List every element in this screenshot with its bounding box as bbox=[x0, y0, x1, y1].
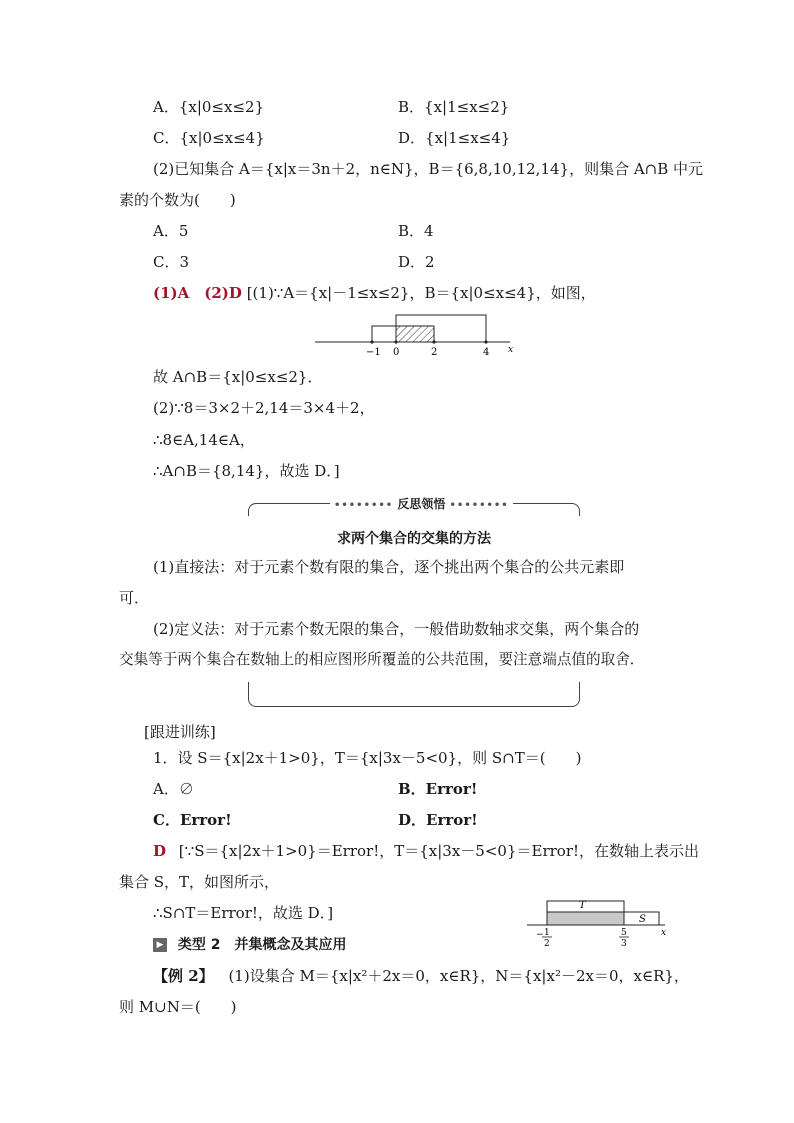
dots-decoration: •••••••• bbox=[334, 500, 394, 511]
label-s: S bbox=[639, 914, 646, 925]
example-2-line-1 bbox=[153, 966, 689, 986]
tick-label: −1 bbox=[366, 347, 381, 358]
intersection-hatch bbox=[396, 326, 434, 342]
option-b: B．{x|1≤x≤2} bbox=[398, 98, 510, 116]
option-d: D．{x|1≤x≤4} bbox=[398, 129, 511, 147]
label-t: T bbox=[579, 900, 586, 911]
practice-answer-line-3: ∴S∩T＝Error!，故选 D．] bbox=[153, 904, 334, 922]
answer-text: [(1)∵A＝{x|－1≤x≤2}，B＝{x|0≤x≤4}，如图， bbox=[246, 284, 596, 302]
practice-answer-line-1 bbox=[153, 841, 699, 861]
reflection-p1-line-1: (1)直接法：对于元素个数有限的集合，逐个挑出两个集合的公共元素即 bbox=[153, 558, 625, 576]
q2-option-d: D．2 bbox=[398, 253, 435, 271]
reflection-p2-line-1: (2)定义法：对于元素个数无限的集合，一般借助数轴求交集，两个集合的 bbox=[153, 620, 640, 638]
axis-label: x bbox=[508, 345, 514, 355]
q2-option-b: B．4 bbox=[398, 222, 434, 240]
type-2-heading bbox=[153, 935, 347, 955]
tick-sign: − bbox=[536, 930, 544, 940]
number-line-figure-1 bbox=[310, 310, 530, 360]
play-icon: ▶ bbox=[153, 938, 167, 952]
answer-line-3: (2)∵8＝3×2＋2,14＝3×4＋2， bbox=[153, 399, 375, 417]
option-c: C．{x|0≤x≤4} bbox=[153, 129, 265, 147]
tick-label: 4 bbox=[483, 347, 490, 358]
tick-num: 5 bbox=[621, 928, 627, 938]
q2-option-a: A．5 bbox=[153, 222, 189, 240]
practice-answer-line-2: 集合 S，T，如图所示， bbox=[119, 873, 280, 891]
tick-den: 3 bbox=[621, 939, 627, 949]
answer-label: (1)A (2)D bbox=[153, 284, 242, 302]
practice-question: 1．设 S＝{x|2x＋1>0}，T＝{x|3x－5<0}，则 S∩T＝( ) bbox=[153, 749, 582, 767]
axis-label: x bbox=[661, 928, 667, 938]
dots-decoration: •••••••• bbox=[449, 500, 509, 511]
reflection-p1-line-2: 可． bbox=[119, 589, 150, 607]
answer-line-2: 故 A∩B＝{x|0≤x≤2}． bbox=[153, 368, 323, 386]
reflection-tag-label: 反思领悟 bbox=[397, 497, 446, 511]
question-2-line-1: (2)已知集合 A＝{x|x＝3n＋2，n∈N}，B＝{6,8,10,12,14}，则集合 A∩B 中元 bbox=[153, 160, 704, 178]
example-text: (1)设集合 M＝{x|x²＋2x＝0，x∈R}，N＝{x|x²－2x＝0，x∈R}， bbox=[228, 967, 689, 985]
example-2-line-2: 则 M∪N＝( ) bbox=[119, 998, 237, 1016]
answer-line-5: ∴A∩B＝{8,14}，故选 D．] bbox=[153, 462, 340, 480]
answer-line-4: ∴8∈A,14∈A， bbox=[153, 431, 255, 449]
practice-heading: [跟进训练] bbox=[144, 723, 216, 741]
answer-line-1 bbox=[153, 283, 596, 303]
practice-option-a: A．∅ bbox=[153, 780, 194, 798]
number-line-figure-2 bbox=[527, 893, 672, 951]
tick-label: 0 bbox=[393, 347, 400, 358]
reflection-tag bbox=[330, 495, 513, 512]
reflection-p2-line-2: 交集等于两个集合在数轴上的相应图形所覆盖的公共范围，要注意端点值的取舍． bbox=[119, 651, 645, 668]
tick-den: 2 bbox=[544, 939, 550, 949]
example-label: 【例 2】 bbox=[153, 967, 214, 985]
intersection-fill bbox=[547, 912, 624, 925]
practice-option-d: D．Error! bbox=[398, 811, 478, 829]
q2-option-c: C．3 bbox=[153, 253, 190, 271]
reflection-title: 求两个集合的交集的方法 bbox=[337, 531, 491, 547]
tick-num: 1 bbox=[544, 928, 550, 938]
tick-label: 2 bbox=[431, 347, 438, 358]
reflection-box-bottom bbox=[248, 682, 580, 707]
practice-option-b: B．Error! bbox=[398, 780, 478, 798]
practice-option-c: C．Error! bbox=[153, 811, 232, 829]
practice-answer-text: [∵S＝{x|2x＋1>0}＝Error!，T＝{x|3x－5<0}＝Error!，在数轴上表示出 bbox=[178, 842, 700, 860]
question-2-line-2: 素的个数为( ) bbox=[119, 191, 236, 209]
type-2-title: 类型 2 并集概念及其应用 bbox=[177, 937, 347, 953]
practice-answer-label: D bbox=[153, 842, 167, 860]
option-a: A．{x|0≤x≤2} bbox=[153, 98, 265, 116]
